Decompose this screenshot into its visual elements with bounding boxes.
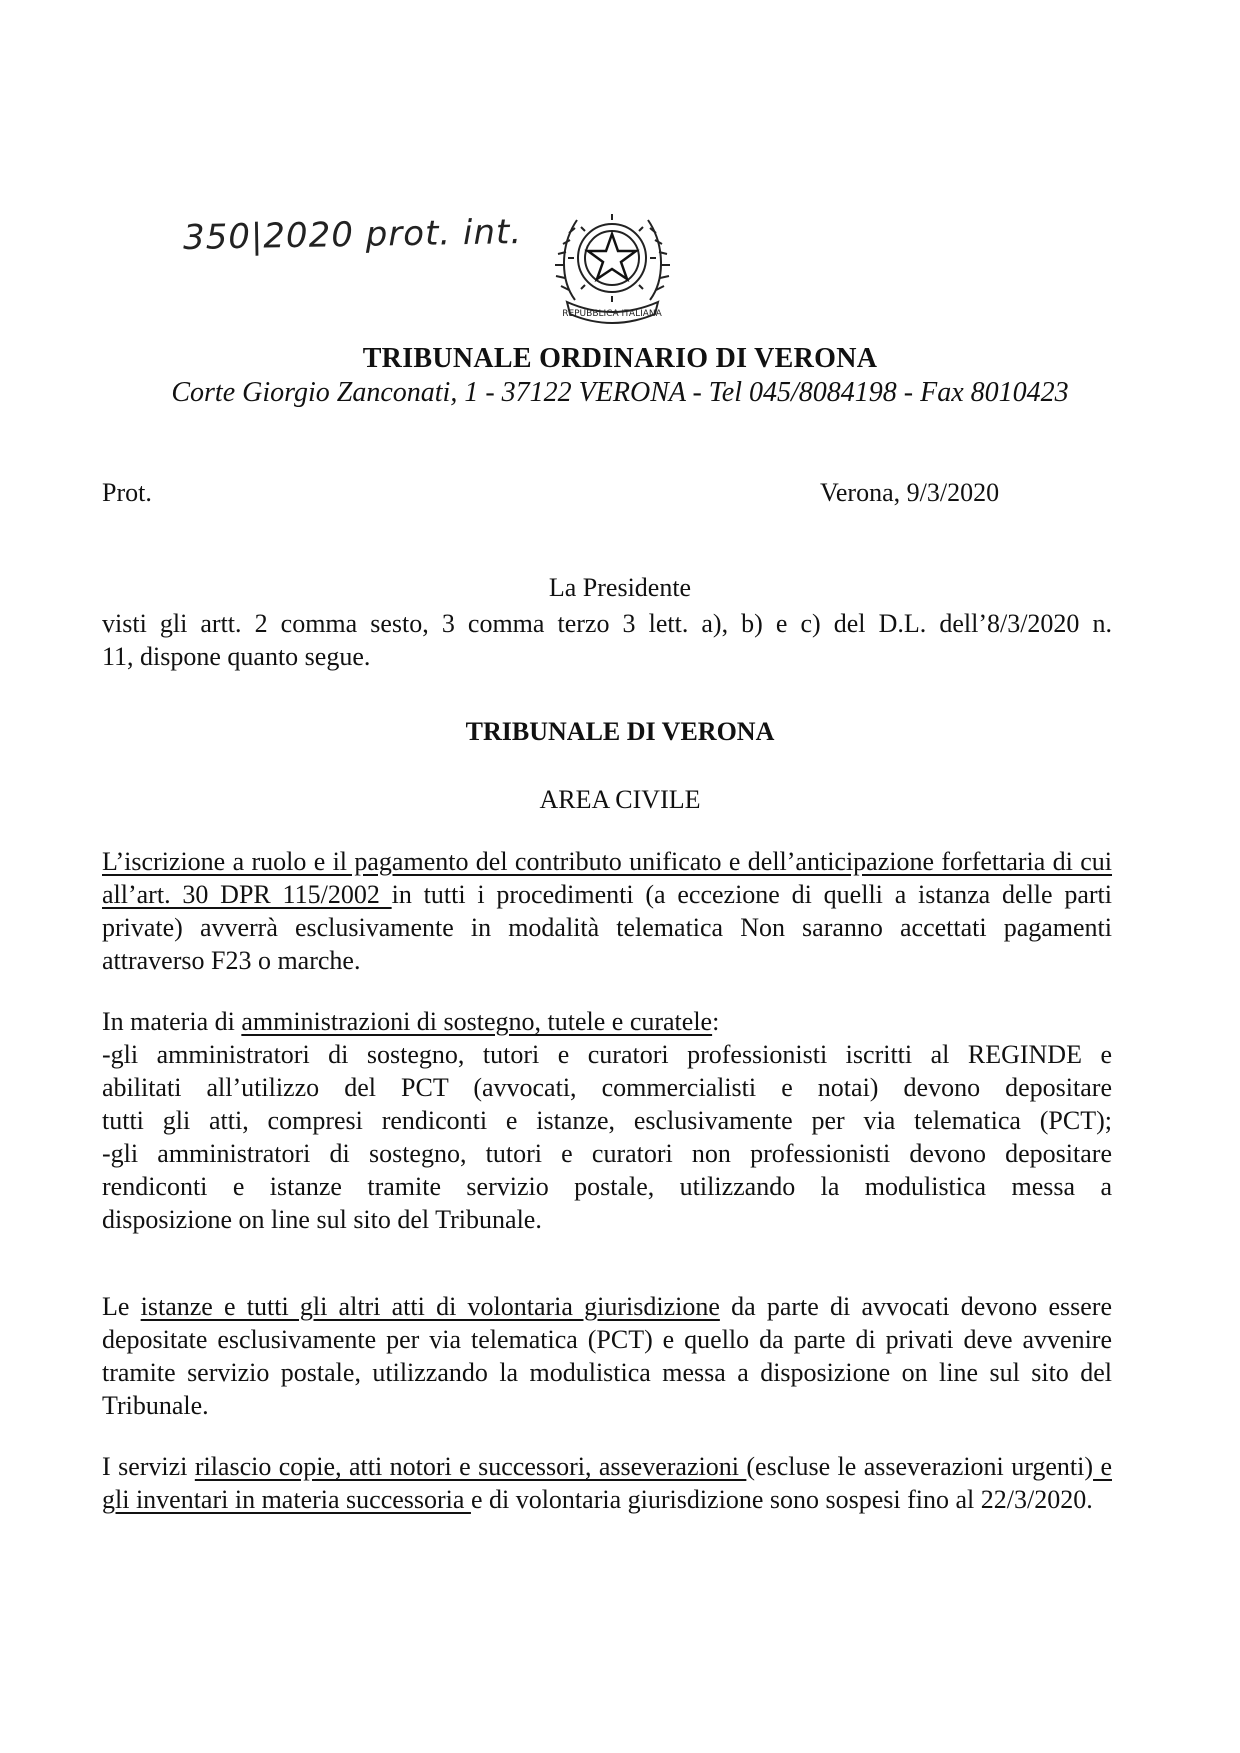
guardianship-underlined: amministrazioni di sostegno, tutele e curatele [241,1007,713,1036]
intro-line-1: visti gli artt. 2 comma sesto, 3 comma terzo 3 lett. a), b) e c) del D.L. dell’8/3/2020 n. [102,609,1112,638]
italian-republic-emblem-icon [555,190,670,330]
voluntary-jurisdiction-underlined: istanze e tutti gli altri atti di volontaria giurisdizione [140,1292,720,1321]
paragraph-registration-underlined: L’iscrizione a ruolo e il pagamento del contributo unificato e dell’anticipazione forfettaria di cui all’art. 30 DPR 115/2002 [102,847,1112,909]
paragraph-registration-text: in tutti i procedimenti (a eccezione di quelli a istanza delle parti private) avverrà esclusivamente in modalità telematica Non saranno accettati pagamenti attraverso F23 o marche. [102,880,1113,975]
intro-paragraph [102,607,1112,673]
intro-line-2: 11, dispone quanto segue. [102,642,371,671]
guardianship-lead: In materia di amministrazioni di sostegno, tutele e curatele: [102,1007,720,1036]
guardianship-item2-line3: disposizione on line sul sito del Tribunale. [102,1205,542,1234]
area-title: AREA CIVILE [539,785,701,814]
suspended-services-underlined-2: e gli inventari in materia successoria [102,1452,1112,1514]
court-address: Corte Giorgio Zanconati, 1 - 37122 VERONA - Tel 045/8084198 - Fax 8010423 [171,377,1069,408]
suspended-services-text: e di volontaria giurisdizione sono sospesi fino al 22/3/2020. [470,1485,1093,1514]
paragraph-registration [102,845,1112,977]
section-title: TRIBUNALE DI VERONA [465,717,775,746]
guardianship-item2-line2: rendiconti e istanze tramite servizio postale, utilizzando la modulistica messa a [102,1172,1112,1201]
guardianship-item1-line2: abilitati all’utilizzo del PCT (avvocati, commercialisti e notai) devono depositare [102,1073,1112,1102]
guardianship-item1-line1: -gli amministratori di sostegno, tutori e curatori professionisti iscritti al REGINDE e [102,1040,1112,1069]
guardianship-item2-line1: -gli amministratori di sostegno, tutori e curatori non professionisti devono depositare [102,1139,1112,1168]
guardianship-item1-line3: tutti gli atti, compresi rendiconti e istanze, esclusivamente per via telematica (PCT); [102,1106,1112,1135]
voluntary-jurisdiction-text: da parte di avvocati devono essere depositate esclusivamente per via telematica (PCT) e quello da parte di privati deve avvenire tramite servizio postale, utilizzando la modulistica messa a disposizione on line sul sito del Tribunale. [102,1292,1112,1420]
svg-text:REPUBBLICA ITALIANA: REPUBBLICA ITALIANA [562,309,662,319]
paragraph-guardianship [102,1005,1112,1236]
paragraph-voluntary-jurisdiction: Le istanze e tutti gli altri atti di volontaria giurisdizione da parte di avvocati devono essere depositate esclusivamente per via telematica (PCT) e quello da parte di privati deve avvenire tramite servizio postale, utilizzando la modulistica messa a disposizione on line sul sito del Tribunale. [102,1292,1112,1420]
suspended-services-underlined-1: rilascio copie, atti notori e successori, asseverazioni [194,1452,747,1481]
handwritten-protocol-note: 350|2020 prot. int. [182,212,523,258]
president-heading: La Presidente [548,573,692,602]
document-date: Verona, 9/3/2020 [820,478,1000,507]
protocol-label: Prot. [102,478,152,507]
court-title: TRIBUNALE ORDINARIO DI VERONA [362,343,878,374]
paragraph-suspended-services: I servizi rilascio copie, atti notori e successori, asseverazioni (escluse le asseverazioni urgenti) e gli inventari in materia successoria e di volontaria giurisdizione sono sospesi fino al 22/3/2020. [102,1452,1112,1514]
